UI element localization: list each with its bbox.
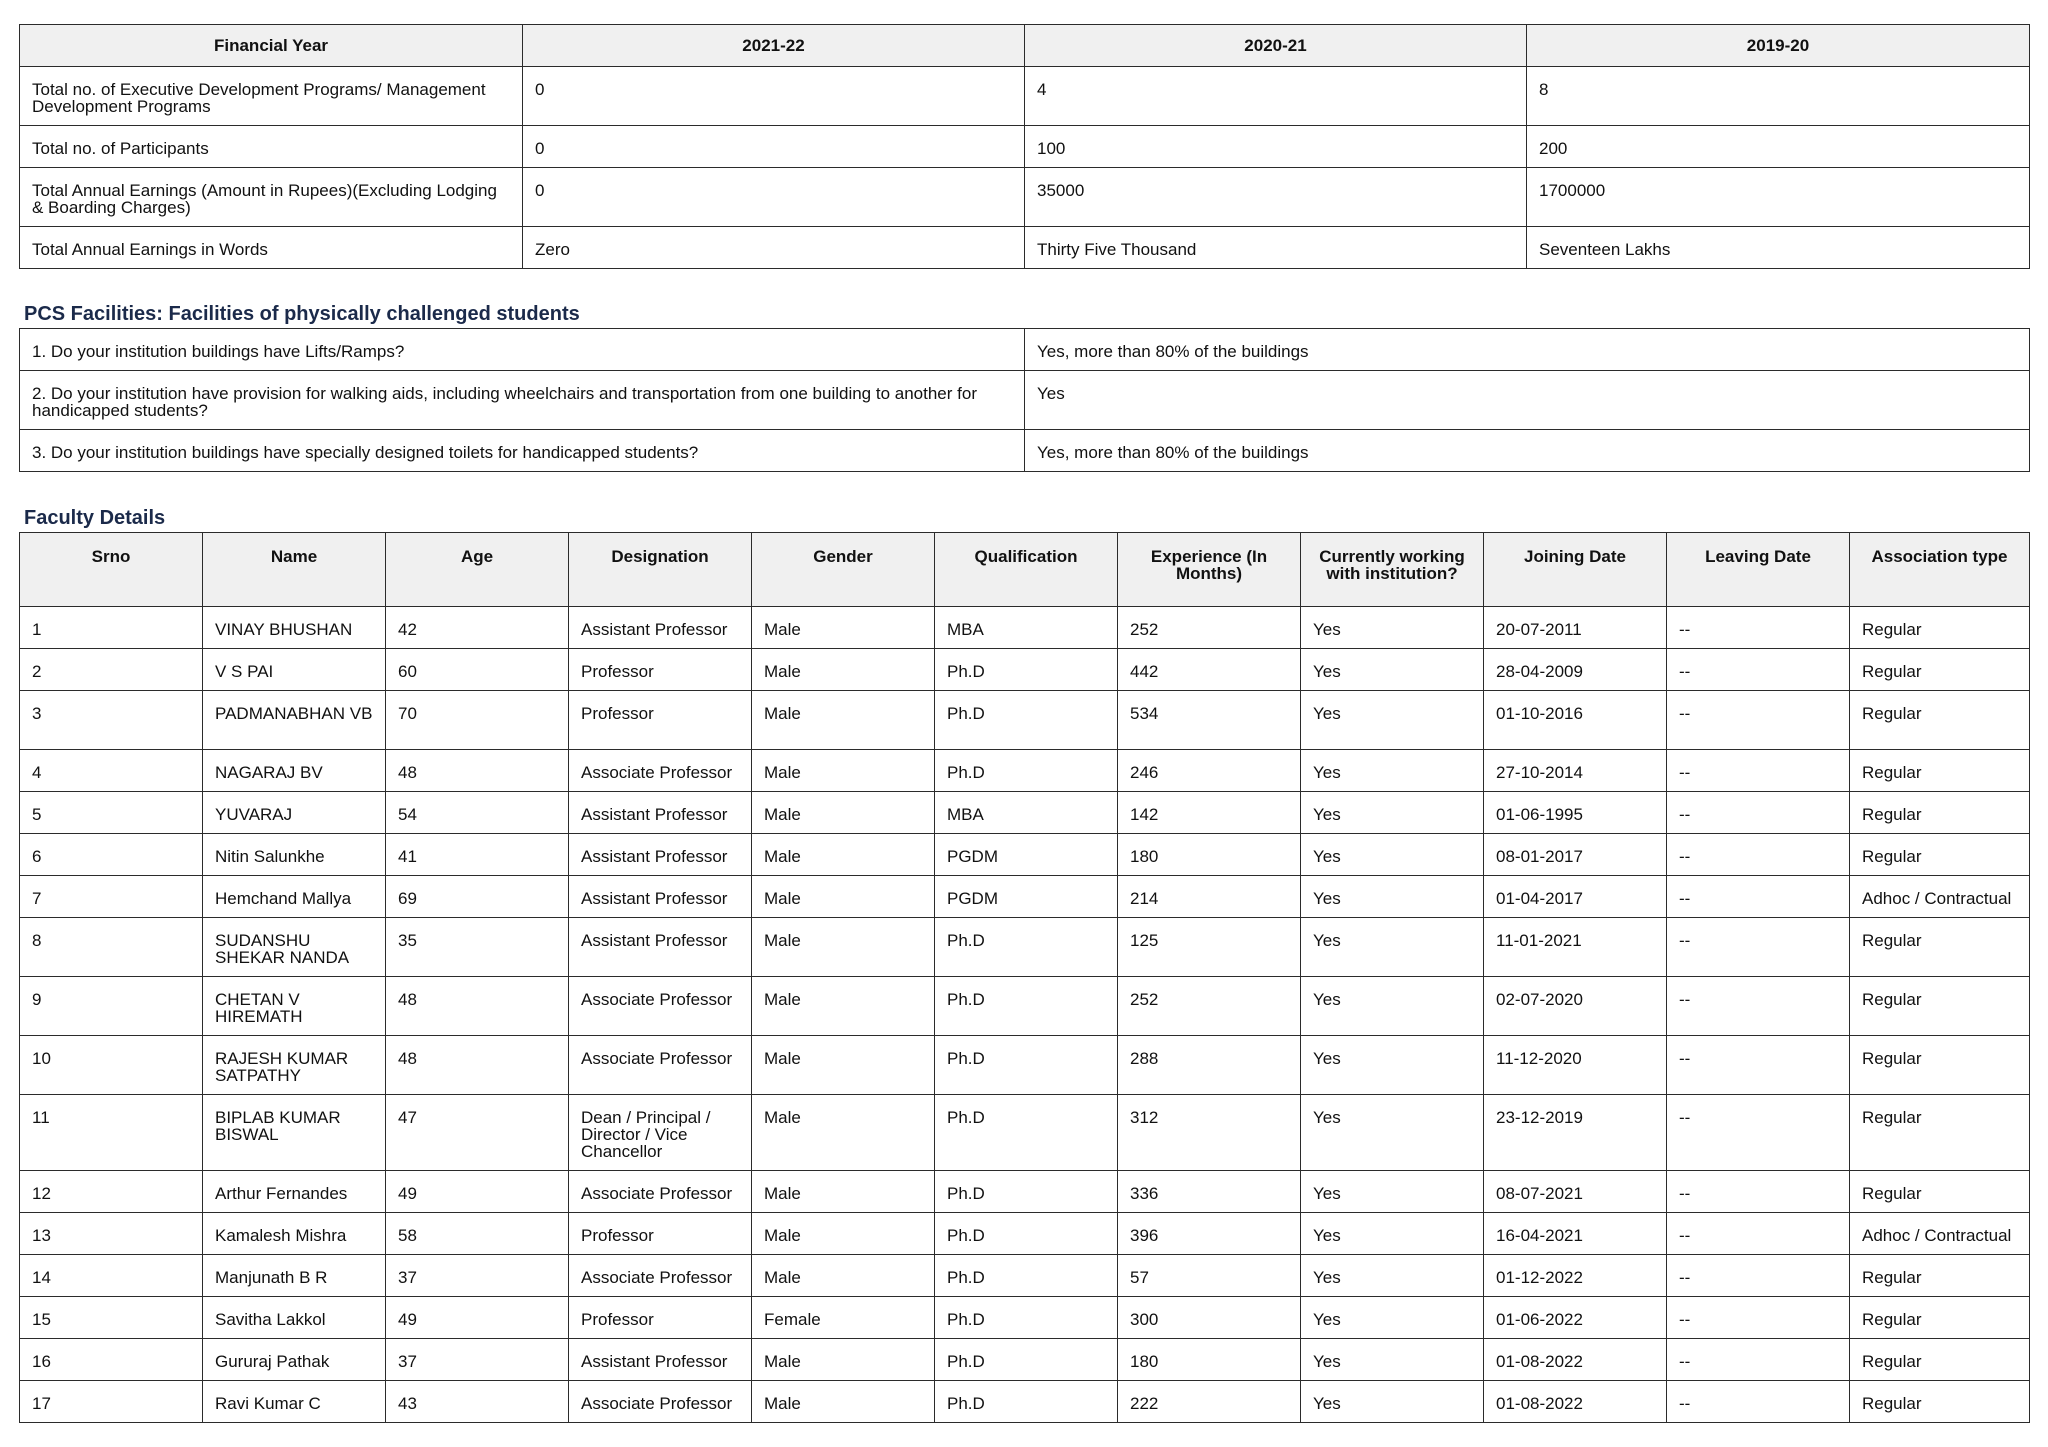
- table-cell: 6: [20, 834, 203, 876]
- column-header: Association type: [1850, 533, 2030, 607]
- table-header-row: [20, 533, 2030, 607]
- table-cell: 14: [20, 1255, 203, 1297]
- table-cell: V S PAI: [203, 649, 386, 691]
- table-cell: --: [1667, 1171, 1850, 1213]
- table-cell: 142: [1118, 792, 1301, 834]
- table-cell: MBA: [935, 792, 1118, 834]
- table-cell: 336: [1118, 1171, 1301, 1213]
- table-cell: --: [1667, 1036, 1850, 1095]
- table-row: [20, 750, 2030, 792]
- table-cell: Yes: [1301, 1339, 1484, 1381]
- column-header: Qualification: [935, 533, 1118, 607]
- table-cell: Male: [752, 1381, 935, 1423]
- table-cell: 08-07-2021: [1484, 1171, 1667, 1213]
- table-cell: Male: [752, 918, 935, 977]
- table-row: [20, 1381, 2030, 1423]
- column-header: Age: [386, 533, 569, 607]
- table-cell: 54: [386, 792, 569, 834]
- table-cell: 8: [1527, 67, 2030, 126]
- table-cell: --: [1667, 918, 1850, 977]
- table-cell: Female: [752, 1297, 935, 1339]
- table-cell: Yes: [1301, 750, 1484, 792]
- table-row: [20, 834, 2030, 876]
- column-header: Currently working with institution?: [1301, 533, 1484, 607]
- column-header: 2020-21: [1025, 25, 1527, 67]
- table-cell: 37: [386, 1255, 569, 1297]
- table-cell: Associate Professor: [569, 1381, 752, 1423]
- table-cell: Ph.D: [935, 1171, 1118, 1213]
- table-row: [20, 691, 2030, 750]
- table-cell: Regular: [1850, 792, 2030, 834]
- table-row: [20, 227, 2030, 269]
- table-cell: --: [1667, 607, 1850, 649]
- table-cell: RAJESH KUMAR SATPATHY: [203, 1036, 386, 1095]
- faculty-section-title: Faculty Details: [24, 507, 166, 529]
- table-cell: Regular: [1850, 918, 2030, 977]
- column-header: Joining Date: [1484, 533, 1667, 607]
- table-cell: Ph.D: [935, 977, 1118, 1036]
- table-cell: 48: [386, 977, 569, 1036]
- table-cell: --: [1667, 1381, 1850, 1423]
- table-cell: 246: [1118, 750, 1301, 792]
- table-cell: Male: [752, 1339, 935, 1381]
- table-cell: Regular: [1850, 1255, 2030, 1297]
- table-cell: 35000: [1025, 168, 1527, 227]
- table-cell: Assistant Professor: [569, 607, 752, 649]
- pcs-section-title: PCS Facilities: Facilities of physically challenged students: [24, 303, 580, 325]
- table-cell: 13: [20, 1213, 203, 1255]
- table-row: [20, 1297, 2030, 1339]
- table-cell: 01-08-2022: [1484, 1339, 1667, 1381]
- table-cell: Regular: [1850, 977, 2030, 1036]
- table-cell: 180: [1118, 1339, 1301, 1381]
- table-cell: Regular: [1850, 1171, 2030, 1213]
- table-cell: 4: [20, 750, 203, 792]
- table-cell: Regular: [1850, 1036, 2030, 1095]
- table-cell: Ph.D: [935, 1213, 1118, 1255]
- table-cell: Assistant Professor: [569, 918, 752, 977]
- table-cell: 11-01-2021: [1484, 918, 1667, 977]
- column-header: Name: [203, 533, 386, 607]
- table-row: [20, 1339, 2030, 1381]
- table-cell: Ph.D: [935, 1036, 1118, 1095]
- table-row: [20, 649, 2030, 691]
- table-cell: Yes: [1301, 1381, 1484, 1423]
- table-cell: 48: [386, 750, 569, 792]
- table-cell: 49: [386, 1171, 569, 1213]
- table-cell: 15: [20, 1297, 203, 1339]
- table-cell: Regular: [1850, 1095, 2030, 1171]
- table-cell: Ravi Kumar C: [203, 1381, 386, 1423]
- table-cell: --: [1667, 1213, 1850, 1255]
- table-cell: 2. Do your institution have provision for walking aids, including wheelchairs and transportation from one building to another for handicapped students?: [20, 371, 1025, 430]
- table-cell: Ph.D: [935, 1297, 1118, 1339]
- table-cell: 300: [1118, 1297, 1301, 1339]
- table-cell: 442: [1118, 649, 1301, 691]
- table-cell: Assistant Professor: [569, 834, 752, 876]
- table-cell: 70: [386, 691, 569, 750]
- table-cell: 7: [20, 876, 203, 918]
- table-cell: Yes: [1025, 371, 2030, 430]
- table-row: [20, 1036, 2030, 1095]
- table-cell: BIPLAB KUMAR BISWAL: [203, 1095, 386, 1171]
- table-cell: 08-01-2017: [1484, 834, 1667, 876]
- table-cell: Assistant Professor: [569, 792, 752, 834]
- table-cell: Total no. of Participants: [20, 126, 523, 168]
- table-cell: 1. Do your institution buildings have Lifts/Ramps?: [20, 329, 1025, 371]
- table-row: [20, 168, 2030, 227]
- table-cell: Adhoc / Contractual: [1850, 876, 2030, 918]
- table-row: [20, 1095, 2030, 1171]
- table-cell: Male: [752, 977, 935, 1036]
- table-cell: Arthur Fernandes: [203, 1171, 386, 1213]
- table-cell: 534: [1118, 691, 1301, 750]
- table-cell: Yes: [1301, 1095, 1484, 1171]
- table-cell: 125: [1118, 918, 1301, 977]
- table-cell: Yes: [1301, 691, 1484, 750]
- table-cell: Adhoc / Contractual: [1850, 1213, 2030, 1255]
- table-cell: --: [1667, 750, 1850, 792]
- table-cell: PGDM: [935, 876, 1118, 918]
- table-cell: --: [1667, 977, 1850, 1036]
- table-cell: 11-12-2020: [1484, 1036, 1667, 1095]
- table-cell: Yes: [1301, 1171, 1484, 1213]
- table-cell: 57: [1118, 1255, 1301, 1297]
- table-cell: Associate Professor: [569, 750, 752, 792]
- table-cell: 43: [386, 1381, 569, 1423]
- table-cell: Ph.D: [935, 649, 1118, 691]
- table-cell: 396: [1118, 1213, 1301, 1255]
- table-cell: Ph.D: [935, 691, 1118, 750]
- table-header-row: [20, 25, 2030, 67]
- table-cell: 27-10-2014: [1484, 750, 1667, 792]
- table-cell: 42: [386, 607, 569, 649]
- table-cell: 01-04-2017: [1484, 876, 1667, 918]
- table-cell: Male: [752, 607, 935, 649]
- table-cell: --: [1667, 1255, 1850, 1297]
- table-cell: 01-08-2022: [1484, 1381, 1667, 1423]
- table-cell: 16: [20, 1339, 203, 1381]
- table-cell: 9: [20, 977, 203, 1036]
- table-cell: 01-12-2022: [1484, 1255, 1667, 1297]
- table-cell: 01-06-2022: [1484, 1297, 1667, 1339]
- table-cell: Male: [752, 1171, 935, 1213]
- table-cell: Dean / Principal / Director / Vice Chancellor: [569, 1095, 752, 1171]
- table-cell: Assistant Professor: [569, 876, 752, 918]
- table-cell: 252: [1118, 977, 1301, 1036]
- table-cell: Total Annual Earnings in Words: [20, 227, 523, 269]
- table-cell: VINAY BHUSHAN: [203, 607, 386, 649]
- table-cell: Male: [752, 1255, 935, 1297]
- table-cell: Regular: [1850, 834, 2030, 876]
- table-cell: PGDM: [935, 834, 1118, 876]
- table-cell: Ph.D: [935, 1339, 1118, 1381]
- table-cell: 58: [386, 1213, 569, 1255]
- table-cell: 69: [386, 876, 569, 918]
- table-cell: Associate Professor: [569, 1171, 752, 1213]
- table-cell: 3. Do your institution buildings have specially designed toilets for handicapped students?: [20, 430, 1025, 472]
- table-cell: Professor: [569, 1213, 752, 1255]
- table-cell: 17: [20, 1381, 203, 1423]
- table-cell: 11: [20, 1095, 203, 1171]
- table-cell: Yes: [1301, 977, 1484, 1036]
- table-cell: --: [1667, 1297, 1850, 1339]
- table-cell: 100: [1025, 126, 1527, 168]
- table-cell: Male: [752, 1213, 935, 1255]
- table-cell: Ph.D: [935, 750, 1118, 792]
- table-cell: 0: [523, 168, 1025, 227]
- table-row: [20, 1171, 2030, 1213]
- faculty-details-table: [19, 532, 2030, 1423]
- table-row: [20, 1255, 2030, 1297]
- table-cell: 288: [1118, 1036, 1301, 1095]
- table-cell: 214: [1118, 876, 1301, 918]
- table-cell: Male: [752, 691, 935, 750]
- table-cell: 3: [20, 691, 203, 750]
- table-cell: Yes, more than 80% of the buildings: [1025, 329, 2030, 371]
- table-cell: Associate Professor: [569, 977, 752, 1036]
- table-cell: Regular: [1850, 1339, 2030, 1381]
- table-cell: 252: [1118, 607, 1301, 649]
- table-cell: Seventeen Lakhs: [1527, 227, 2030, 269]
- table-cell: SUDANSHU SHEKAR NANDA: [203, 918, 386, 977]
- table-cell: Regular: [1850, 649, 2030, 691]
- table-cell: Regular: [1850, 750, 2030, 792]
- table-cell: --: [1667, 649, 1850, 691]
- table-cell: 60: [386, 649, 569, 691]
- table-cell: 5: [20, 792, 203, 834]
- executive-programs-table: [19, 24, 2030, 269]
- table-cell: Male: [752, 1095, 935, 1171]
- pcs-facilities-table: [19, 328, 2030, 472]
- column-header: Gender: [752, 533, 935, 607]
- table-cell: Yes: [1301, 1036, 1484, 1095]
- column-header: Experience (In Months): [1118, 533, 1301, 607]
- table-row: [20, 126, 2030, 168]
- table-cell: 0: [523, 67, 1025, 126]
- table-cell: --: [1667, 691, 1850, 750]
- table-cell: Regular: [1850, 1297, 2030, 1339]
- table-cell: Yes: [1301, 1255, 1484, 1297]
- table-row: [20, 67, 2030, 126]
- table-cell: Yes: [1301, 834, 1484, 876]
- column-header: Leaving Date: [1667, 533, 1850, 607]
- column-header: Designation: [569, 533, 752, 607]
- table-cell: Male: [752, 834, 935, 876]
- table-cell: Hemchand Mallya: [203, 876, 386, 918]
- table-cell: 16-04-2021: [1484, 1213, 1667, 1255]
- table-cell: Ph.D: [935, 918, 1118, 977]
- table-cell: 41: [386, 834, 569, 876]
- table-cell: Male: [752, 792, 935, 834]
- table-cell: Yes: [1301, 918, 1484, 977]
- table-cell: 01-10-2016: [1484, 691, 1667, 750]
- table-cell: 28-04-2009: [1484, 649, 1667, 691]
- table-cell: PADMANABHAN VB: [203, 691, 386, 750]
- table-cell: --: [1667, 876, 1850, 918]
- table-cell: Professor: [569, 1297, 752, 1339]
- table-cell: --: [1667, 1339, 1850, 1381]
- column-header: 2019-20: [1527, 25, 2030, 67]
- table-cell: 12: [20, 1171, 203, 1213]
- table-cell: Total Annual Earnings (Amount in Rupees)(Excluding Lodging & Boarding Charges): [20, 168, 523, 227]
- table-cell: Savitha Lakkol: [203, 1297, 386, 1339]
- table-cell: 02-07-2020: [1484, 977, 1667, 1036]
- table-cell: Ph.D: [935, 1381, 1118, 1423]
- table-row: [20, 977, 2030, 1036]
- table-cell: YUVARAJ: [203, 792, 386, 834]
- table-row: [20, 329, 2030, 371]
- table-cell: Thirty Five Thousand: [1025, 227, 1527, 269]
- table-cell: 48: [386, 1036, 569, 1095]
- table-cell: CHETAN V HIREMATH: [203, 977, 386, 1036]
- table-row: [20, 1213, 2030, 1255]
- table-row: [20, 792, 2030, 834]
- table-cell: Yes: [1301, 792, 1484, 834]
- column-header: Financial Year: [20, 25, 523, 67]
- table-cell: 8: [20, 918, 203, 977]
- table-row: [20, 607, 2030, 649]
- table-cell: 180: [1118, 834, 1301, 876]
- table-row: [20, 918, 2030, 977]
- table-cell: Regular: [1850, 691, 2030, 750]
- table-cell: 4: [1025, 67, 1527, 126]
- table-cell: 2: [20, 649, 203, 691]
- table-row: [20, 876, 2030, 918]
- table-row: [20, 430, 2030, 472]
- table-cell: Total no. of Executive Development Programs/ Management Development Programs: [20, 67, 523, 126]
- table-cell: Regular: [1850, 1381, 2030, 1423]
- table-cell: Male: [752, 649, 935, 691]
- table-cell: 37: [386, 1339, 569, 1381]
- table-cell: 35: [386, 918, 569, 977]
- table-cell: 20-07-2011: [1484, 607, 1667, 649]
- table-cell: Male: [752, 1036, 935, 1095]
- table-cell: Manjunath B R: [203, 1255, 386, 1297]
- table-cell: 222: [1118, 1381, 1301, 1423]
- table-cell: Ph.D: [935, 1095, 1118, 1171]
- table-cell: Assistant Professor: [569, 1339, 752, 1381]
- table-cell: Yes: [1301, 1213, 1484, 1255]
- table-cell: Gururaj Pathak: [203, 1339, 386, 1381]
- table-cell: Nitin Salunkhe: [203, 834, 386, 876]
- table-cell: 312: [1118, 1095, 1301, 1171]
- table-cell: 01-06-1995: [1484, 792, 1667, 834]
- table-cell: MBA: [935, 607, 1118, 649]
- table-cell: Ph.D: [935, 1255, 1118, 1297]
- table-cell: Regular: [1850, 607, 2030, 649]
- table-cell: --: [1667, 1095, 1850, 1171]
- column-header: 2021-22: [523, 25, 1025, 67]
- table-cell: Associate Professor: [569, 1036, 752, 1095]
- table-cell: 1: [20, 607, 203, 649]
- table-cell: 200: [1527, 126, 2030, 168]
- table-cell: Professor: [569, 691, 752, 750]
- table-cell: --: [1667, 834, 1850, 876]
- table-cell: 47: [386, 1095, 569, 1171]
- table-cell: Yes, more than 80% of the buildings: [1025, 430, 2030, 472]
- table-cell: --: [1667, 792, 1850, 834]
- table-cell: 1700000: [1527, 168, 2030, 227]
- table-cell: 49: [386, 1297, 569, 1339]
- table-cell: NAGARAJ BV: [203, 750, 386, 792]
- table-cell: Yes: [1301, 876, 1484, 918]
- table-cell: Professor: [569, 649, 752, 691]
- table-cell: 10: [20, 1036, 203, 1095]
- table-row: [20, 371, 2030, 430]
- table-cell: 23-12-2019: [1484, 1095, 1667, 1171]
- table-cell: Yes: [1301, 1297, 1484, 1339]
- table-cell: Yes: [1301, 649, 1484, 691]
- table-cell: Kamalesh Mishra: [203, 1213, 386, 1255]
- table-cell: Yes: [1301, 607, 1484, 649]
- column-header: Srno: [20, 533, 203, 607]
- table-cell: Male: [752, 750, 935, 792]
- table-cell: Male: [752, 876, 935, 918]
- table-cell: 0: [523, 126, 1025, 168]
- table-cell: Associate Professor: [569, 1255, 752, 1297]
- table-cell: Zero: [523, 227, 1025, 269]
